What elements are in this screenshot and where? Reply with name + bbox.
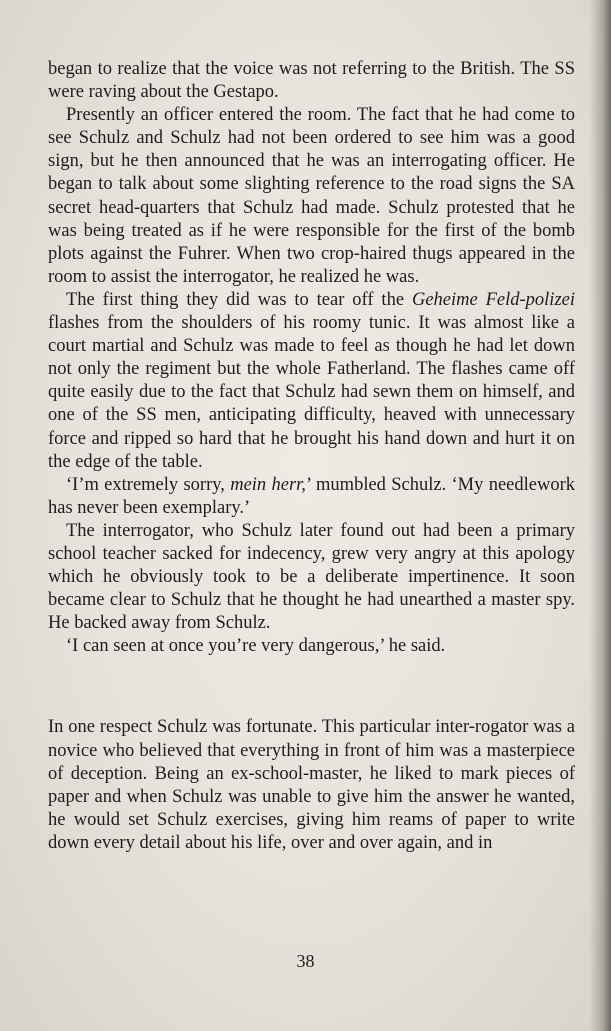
paragraph-text: ‘I’m extremely sorry, <box>66 474 231 495</box>
paragraph: In one respect Schulz was fortunate. This particular inter-rogator was a novice who believed that everything in front of him was a masterpiece of deception. Being an ex-school-master, he liked to mark pieces of paper and when Schulz was unable to give him the answer he wanted, he would set Schulz exercises, giving him reams of paper to write down every detail about his life, over and over again, and in <box>48 717 575 853</box>
italic-term: Geheime Feld-polizei <box>411 289 576 310</box>
paragraph <box>48 289 575 474</box>
section-break <box>48 658 575 716</box>
paragraph: The interrogator, who Schulz later found out had been a primary school teacher sacked for indecency, grew very angry at this apology which he obviously took to be a deliberate impertinence. It soon became clear to Schulz that he thought he had unearthed a master spy. He backed away from Schulz. <box>48 520 575 634</box>
page-edge-shadow <box>589 0 611 1031</box>
paragraph-text: ’ mumbled Schulz. ‘My needlework has never been exemplary.’ <box>48 474 575 518</box>
italic-term: mein herr, <box>230 474 306 495</box>
paragraph-text: The first thing they did was to tear off the <box>66 289 412 310</box>
paragraph-text: flashes from the shoulders of his roomy tunic. It was almost like a court martial and Schulz was made to feel as though he had let down not only the regiment but the whole Fatherland. The flashes came off quite easily due to the fact that Schulz had sewn them on himself, and one of the SS men, anticipating difficulty, heaved with unnecessary force and ripped so hard that he brought his hand down and hurt it on the edge of the table. <box>48 313 575 472</box>
paragraph: Presently an officer entered the room. The fact that he had come to see Schulz and Schulz had not been ordered to see him was a good sign, but he then announced that he was an interrogating officer. He began to talk about some slighting reference to the road signs the SA secret head-quarters that Schulz had made. Schulz protested that he was being treated as if he were responsible for the first of the bomb plots against the Fuhrer. When two crop-haired thugs appeared in the room to assist the interrogator, he realized he was. <box>48 105 575 287</box>
body-text <box>48 58 575 855</box>
paragraph <box>48 474 575 520</box>
paragraph: ‘I can seen at once you’re very dangerous,’ he said. <box>66 636 446 657</box>
paragraph: began to realize that the voice was not referring to the British. The SS were raving about the Gestapo. <box>48 59 575 103</box>
page-number: 38 <box>296 951 315 971</box>
